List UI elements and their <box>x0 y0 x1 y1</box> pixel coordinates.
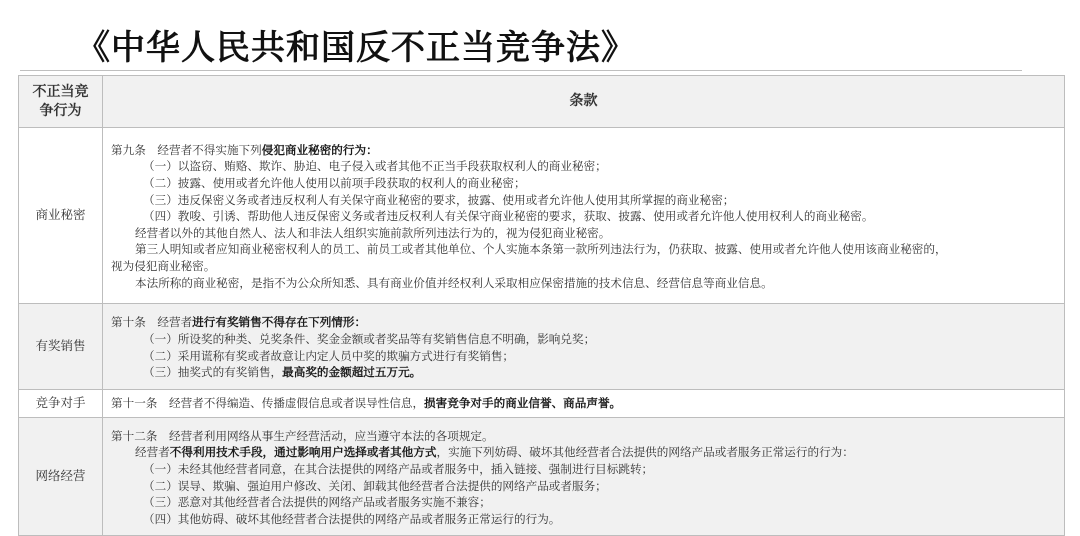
clause-line: （一）所设奖的种类、兑奖条件、奖金金额或者奖品等有奖销售信息不明确，影响兑奖； <box>143 331 596 346</box>
clause-line: 视为侵犯商业秘密。 <box>111 258 216 273</box>
table-row-competitor <box>19 390 1065 418</box>
clause-line <box>111 444 1056 461</box>
clause-line: 第三人明知或者应知商业秘密权利人的员工、前员工或者其他单位、个人实施本条第一款所列违法行为，仍获取、披露、使用或者允许他人使用该商业秘密的， <box>135 242 947 257</box>
table-header-row <box>19 76 1065 128</box>
law-table <box>18 75 1065 536</box>
clause-line: （一）未经其他经营者同意，在其合法提供的网络产品或者服务中，插入链接、强制进行目标跳转； <box>143 461 654 476</box>
clause-line: （二）采用谎称有奖或者故意让内定人员中奖的欺骗方式进行有奖销售； <box>143 348 515 363</box>
clause-line <box>111 364 1056 381</box>
clause-text-bold: 损害竞争对手的商业信誉、商品声誉。 <box>424 396 622 411</box>
clause-text-bold: 不得利用技术手段，通过影响用户选择或者其他方式 <box>169 445 437 460</box>
column-header-behavior <box>19 76 103 128</box>
clause-text-bold: 最高奖的金额超过五万元。 <box>282 365 422 380</box>
clause-text: 第十条 经营者 <box>111 315 193 330</box>
clause-line: 本法所称的商业秘密，是指不为公众所知悉、具有商业价值并经权利人采取相应保密措施的技术信息、经营信息等商业信息。 <box>135 275 773 290</box>
clause-line: 经营者以外的其他自然人、法人和非法人组织实施前款所列违法行为的，视为侵犯商业秘密。 <box>135 225 611 240</box>
column-header-clause: 条款 <box>103 76 1065 128</box>
clause-text-bold: 侵犯商业秘密的行为： <box>261 142 378 157</box>
table-row-online-business <box>19 418 1065 536</box>
table-row-trade-secret <box>19 128 1065 304</box>
clause-cell <box>103 128 1065 304</box>
clause-line: （四）教唆、引诱、帮助他人违反保密义务或者违反权利人有关保守商业秘密的要求，获取、披露、使用或者允许他人使用权利人的商业秘密。 <box>143 209 874 224</box>
clause-line: （二）误导、欺骗、强迫用户修改、关闭、卸载其他经营者合法提供的网络产品或者服务； <box>143 478 607 493</box>
column-header-behavior-line1: 不正当竞 <box>32 83 89 100</box>
clause-line: （一）以盗窃、贿赂、欺诈、胁迫、电子侵入或者其他不正当手段获取权利人的商业秘密； <box>143 159 607 174</box>
column-header-behavior-line2: 争行为 <box>39 102 82 119</box>
clause-text: 第九条 经营者不得实施下列 <box>111 142 262 157</box>
clause-text: 第十一条 经营者不得编造、传播虚假信息或者误导性信息， <box>111 396 425 411</box>
clause-line: 第十二条 经营者利用网络从事生产经营活动，应当遵守本法的各项规定。 <box>111 428 494 443</box>
title-divider <box>20 70 1022 71</box>
clause-line <box>111 314 1056 331</box>
clause-line: （四）其他妨碍、破坏其他经营者合法提供的网络产品或者服务正常运行的行为。 <box>143 511 561 526</box>
page-title: 《中华人民共和国反不正当竞争法》 <box>76 28 636 68</box>
category-cell: 网络经营 <box>19 418 103 536</box>
clause-line <box>111 395 1056 412</box>
clause-cell <box>103 304 1065 390</box>
category-cell: 有奖销售 <box>19 304 103 390</box>
clause-text-bold: 进行有奖销售不得存在下列情形： <box>192 315 367 330</box>
category-cell: 商业秘密 <box>19 128 103 304</box>
clause-text: ，实施下列妨碍、破坏其他经营者合法提供的网络产品或者服务正常运行的行为： <box>436 445 854 460</box>
clause-cell <box>103 390 1065 418</box>
table-row-prize-sales <box>19 304 1065 390</box>
clause-cell <box>103 418 1065 536</box>
clause-line <box>111 142 1056 159</box>
clause-text: （三）抽奖式的有奖销售， <box>143 365 283 380</box>
clause-line: （三）恶意对其他经营者合法提供的网络产品或者服务实施不兼容； <box>143 495 491 510</box>
category-cell: 竞争对手 <box>19 390 103 418</box>
clause-text: 经营者 <box>135 445 170 460</box>
clause-line: （二）披露、使用或者允许他人使用以前项手段获取的权利人的商业秘密； <box>143 176 526 191</box>
clause-line: （三）违反保密义务或者违反权利人有关保守商业秘密的要求，披露、使用或者允许他人使用其所掌握的商业秘密； <box>143 192 735 207</box>
